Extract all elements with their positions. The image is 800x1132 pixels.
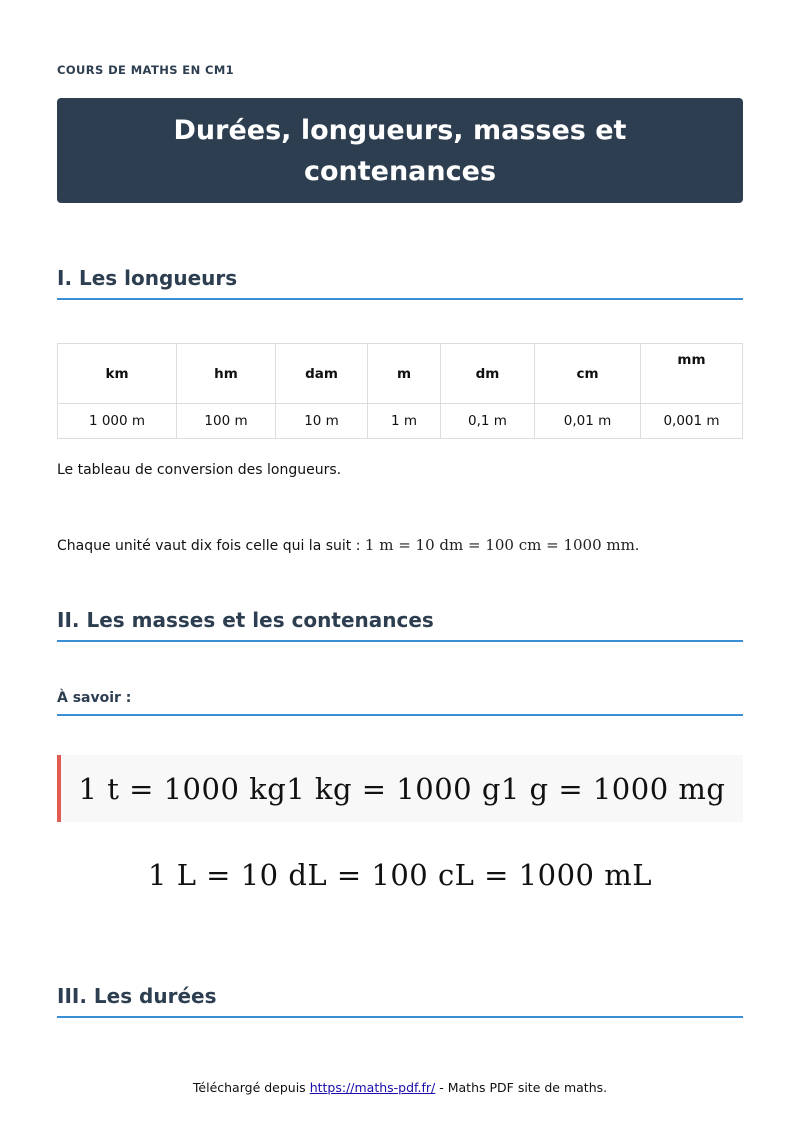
footer-prefix: Téléchargé depuis xyxy=(192,1080,306,1095)
table-header-cell: km xyxy=(58,344,177,404)
table-cell: 1 000 m xyxy=(58,404,177,439)
table-header-cell: cm xyxy=(535,344,641,404)
course-kicker: COURS DE MATHS EN CM1 xyxy=(57,63,235,77)
table-header-cell: m xyxy=(368,344,441,404)
rule-suffix: . xyxy=(634,538,640,554)
table-row xyxy=(58,404,743,439)
mass-formula: 1 t = 1000 kg1 kg = 1000 g1 g = 1000 mg xyxy=(78,771,726,806)
table-cell: 0,1 m xyxy=(441,404,535,439)
table-header-cell: hm xyxy=(177,344,276,404)
mass-callout xyxy=(57,755,743,822)
page-footer xyxy=(0,1080,800,1095)
conversion-table xyxy=(57,343,743,439)
volume-formula-block xyxy=(57,858,743,892)
table-cell: 0,001 m xyxy=(641,404,743,439)
conversion-rule xyxy=(57,536,639,554)
table-header-cell: dm xyxy=(441,344,535,404)
table-cell: 10 m xyxy=(276,404,368,439)
table-cell: 100 m xyxy=(177,404,276,439)
section-title-masses: II. Les masses et les contenances xyxy=(57,608,743,642)
volume-formula: 1 L = 10 dL = 100 cL = 1000 mL xyxy=(148,858,652,892)
section-title-durees: III. Les durées xyxy=(57,984,743,1018)
rule-prefix: Chaque unité vaut dix fois celle qui la suit : xyxy=(57,538,361,554)
table-caption: Le tableau de conversion des longueurs. xyxy=(57,462,342,478)
table-header-cell: mm xyxy=(641,344,743,404)
page-title: Durées, longueurs, masses et contenances xyxy=(173,114,627,187)
table-header-cell: dam xyxy=(276,344,368,404)
footer-suffix: - Maths PDF site de maths. xyxy=(439,1080,608,1095)
table-cell: 0,01 m xyxy=(535,404,641,439)
table-header-row xyxy=(58,344,743,404)
title-banner xyxy=(57,98,743,203)
section-title-longueurs: I. Les longueurs xyxy=(57,266,743,300)
table-cell: 1 m xyxy=(368,404,441,439)
footer-link[interactable]: https://maths-pdf.fr/ xyxy=(309,1080,436,1095)
savoir-heading: À savoir : xyxy=(57,690,743,716)
rule-formula: 1 m = 10 dm = 100 cm = 1000 mm xyxy=(364,536,635,554)
